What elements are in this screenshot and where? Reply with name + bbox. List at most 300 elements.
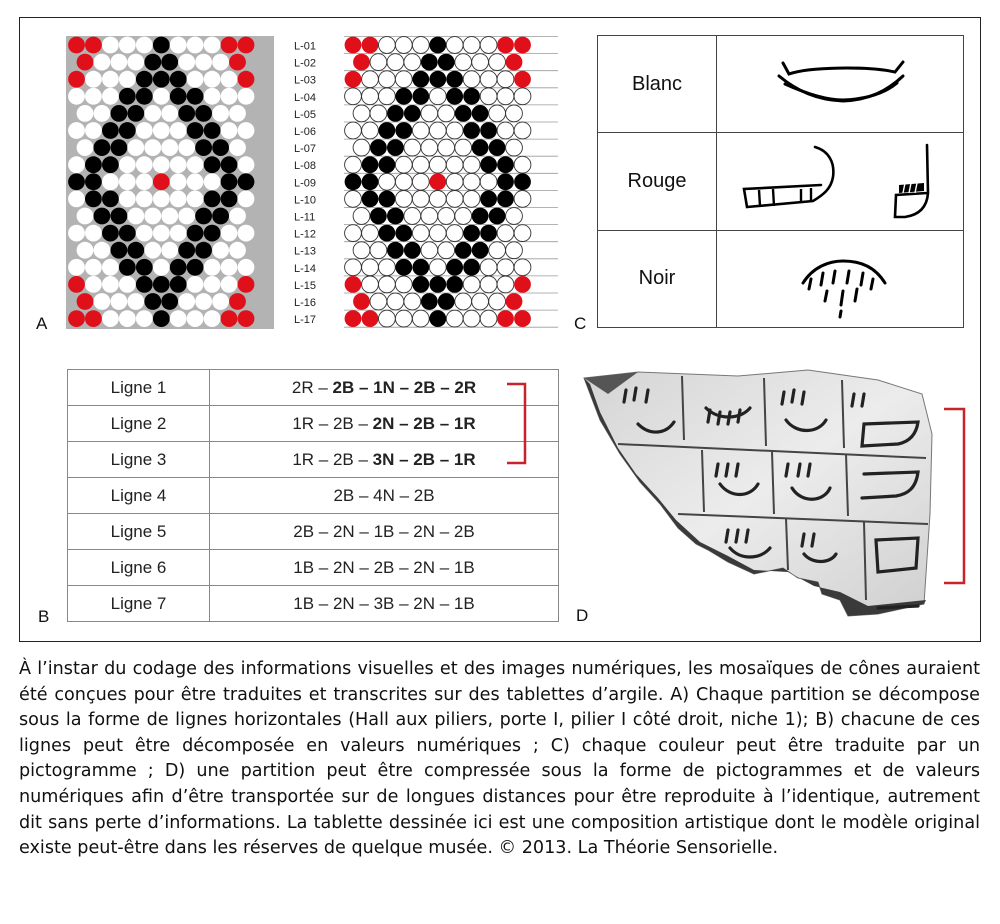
mosaic-cone: [238, 276, 255, 293]
mosaic-cone: [489, 208, 506, 225]
mosaic-cone: [229, 208, 246, 225]
mosaic-cone: [68, 259, 85, 276]
mosaic-cone: [178, 208, 195, 225]
mosaic-cone: [370, 293, 387, 310]
mosaic-cone: [85, 71, 102, 88]
mosaic-cone: [489, 54, 506, 71]
mosaic-cone: [94, 139, 111, 156]
mosaic-cone: [221, 156, 238, 173]
mosaic-cone: [102, 37, 119, 54]
mosaic-cone: [238, 88, 255, 105]
mosaic-cone: [127, 139, 144, 156]
color-name-blanc: Blanc: [598, 36, 717, 133]
mosaic-cone: [144, 293, 161, 310]
mosaic-cone: [204, 88, 221, 105]
mosaic-cone: [379, 310, 396, 327]
mosaic-cone: [370, 54, 387, 71]
mosaic-cone: [77, 54, 94, 71]
mosaic-cone: [187, 310, 204, 327]
mosaic-cone: [446, 225, 463, 242]
mosaic-cone: [136, 71, 153, 88]
mosaic-cone: [119, 310, 136, 327]
mosaic-cone: [238, 310, 255, 327]
row-label: L-16: [294, 297, 317, 309]
mosaic-cone: [379, 156, 396, 173]
mosaic-cone: [77, 139, 94, 156]
mosaic-cone: [506, 105, 523, 122]
mosaic-cone: [429, 191, 446, 208]
mosaic-cone: [362, 276, 379, 293]
pictogram-table: [597, 35, 964, 328]
line-value: 1R – 2B – 3N – 2B – 1R: [210, 442, 559, 478]
mosaic-cone: [387, 293, 404, 310]
mosaic-cone: [85, 88, 102, 105]
mosaic-cone: [353, 105, 370, 122]
mosaic-cone: [102, 71, 119, 88]
mosaic-cone: [345, 225, 362, 242]
mosaic-cone: [370, 242, 387, 259]
table-row: [68, 514, 559, 550]
mosaic-cone: [362, 191, 379, 208]
mosaic-cone: [362, 71, 379, 88]
mosaic-cone: [429, 122, 446, 139]
mosaic-cone: [353, 242, 370, 259]
mosaic-cone: [480, 173, 497, 190]
mosaic-cone: [238, 71, 255, 88]
line-value: 2B – 4N – 2B: [210, 478, 559, 514]
mosaic-cone: [472, 242, 489, 259]
mosaic-cone: [119, 191, 136, 208]
row-label: L-10: [294, 194, 317, 207]
mosaic-cone: [463, 156, 480, 173]
mosaic-cone: [136, 88, 153, 105]
mosaic-cone: [362, 122, 379, 139]
mosaic-cone: [395, 276, 412, 293]
mosaic-cone: [94, 208, 111, 225]
mosaic-cone: [153, 37, 170, 54]
mosaic-cone: [379, 259, 396, 276]
mosaic-cone: [514, 173, 531, 190]
mosaic-cone: [119, 122, 136, 139]
mosaic-cone: [187, 122, 204, 139]
mosaic-cone: [455, 54, 472, 71]
mosaic-cone: [170, 310, 187, 327]
mosaic-cone: [463, 173, 480, 190]
mosaic-cone: [144, 208, 161, 225]
mosaic-cone: [204, 225, 221, 242]
mosaic-cone: [455, 105, 472, 122]
mosaic-cone: [204, 71, 221, 88]
mosaic-cone: [463, 310, 480, 327]
mosaic-cone: [170, 88, 187, 105]
mosaic-cone: [229, 54, 246, 71]
bowl-pictogram-icon: [717, 36, 964, 133]
row-label: L-02: [294, 57, 317, 70]
table-row: [68, 550, 559, 586]
mosaic-cone: [111, 208, 128, 225]
mosaic-cone: [379, 37, 396, 54]
mosaic-cone: [480, 71, 497, 88]
mosaic-cone: [153, 173, 170, 190]
mosaic-cone: [212, 139, 229, 156]
mosaic-cone: [421, 242, 438, 259]
row-label: L-11: [294, 211, 316, 224]
table-row: [68, 478, 559, 514]
mosaic-cone: [221, 88, 238, 105]
mosaic-cone: [497, 88, 514, 105]
mosaic-cone: [395, 225, 412, 242]
clay-tablet-image: [578, 364, 938, 626]
mosaic-cone: [489, 293, 506, 310]
row-label: L-03: [294, 74, 317, 87]
mosaic-cone: [153, 88, 170, 105]
mosaic-cone: [362, 173, 379, 190]
mosaic-cone: [472, 139, 489, 156]
mosaic-cone: [379, 71, 396, 88]
dotted-arc-pictogram-icon: [717, 230, 964, 327]
mosaic-cone: [438, 208, 455, 225]
mosaic-cone: [472, 293, 489, 310]
mosaic-cone: [68, 225, 85, 242]
mosaic-cone: [353, 139, 370, 156]
mosaic-cone: [379, 173, 396, 190]
mosaic-cone: [229, 105, 246, 122]
mosaic-cone: [362, 259, 379, 276]
mosaic-cone: [412, 225, 429, 242]
mosaic-cone: [187, 88, 204, 105]
mosaic-cone: [153, 310, 170, 327]
mosaic-cone: [345, 122, 362, 139]
mosaic-cone: [68, 173, 85, 190]
mosaic-cone: [497, 71, 514, 88]
mosaic-cone: [362, 310, 379, 327]
mosaic-cone: [345, 173, 362, 190]
mosaic-cone: [170, 276, 187, 293]
mosaic-cone: [438, 293, 455, 310]
table-row: [68, 442, 559, 478]
mosaic-cone: [514, 122, 531, 139]
mosaic-cone: [506, 242, 523, 259]
mosaic-cone: [362, 37, 379, 54]
mosaic-cone: [429, 88, 446, 105]
panel-letter-a: A: [36, 314, 48, 333]
line-values-table: [67, 369, 559, 622]
mosaic-cone: [111, 54, 128, 71]
mosaic-cone: [480, 88, 497, 105]
mosaic-cone: [480, 276, 497, 293]
mosaic-cone: [144, 139, 161, 156]
mosaic-cone: [229, 293, 246, 310]
mosaic-cone: [421, 105, 438, 122]
mosaic-cone: [506, 139, 523, 156]
mosaic-cone: [212, 242, 229, 259]
mosaic-cone: [187, 225, 204, 242]
mosaic-cone: [412, 310, 429, 327]
line-label: Ligne 7: [68, 586, 210, 622]
boat-pictogram-icon: [717, 133, 964, 230]
row-label: L-17: [294, 314, 317, 327]
mosaic-cone: [395, 191, 412, 208]
mosaic-cone: [446, 191, 463, 208]
mosaic-cone: [68, 156, 85, 173]
mosaic-cone: [119, 173, 136, 190]
table-row: [68, 370, 559, 406]
mosaic-cone: [136, 191, 153, 208]
mosaic-cone: [102, 259, 119, 276]
mosaic-cone: [514, 156, 531, 173]
mosaic-cone: [119, 88, 136, 105]
mosaic-cone: [153, 191, 170, 208]
mosaic-cone: [463, 276, 480, 293]
mosaic-cone: [353, 54, 370, 71]
mosaic-cone: [345, 310, 362, 327]
mosaic-cone: [514, 310, 531, 327]
mosaic-cone: [94, 242, 111, 259]
mosaic-cone: [212, 208, 229, 225]
mosaic-cone: [463, 191, 480, 208]
mosaic-cone: [497, 276, 514, 293]
mosaic-cone: [229, 139, 246, 156]
mosaic-cone: [446, 259, 463, 276]
mosaic-cone: [161, 242, 178, 259]
mosaic-cone: [514, 88, 531, 105]
mosaic-cone: [489, 242, 506, 259]
mosaic-cone: [153, 225, 170, 242]
bracket-b: [505, 382, 529, 466]
mosaic-cone: [345, 88, 362, 105]
mosaic-cone: [379, 276, 396, 293]
mosaic-cone: [161, 139, 178, 156]
mosaic-cone: [412, 156, 429, 173]
mosaic-cone: [446, 37, 463, 54]
mosaic-cone: [221, 71, 238, 88]
mosaic-cone: [497, 259, 514, 276]
mosaic-cone: [161, 54, 178, 71]
mosaic-cone: [68, 122, 85, 139]
line-label: Ligne 1: [68, 370, 210, 406]
mosaic-cone: [102, 225, 119, 242]
mosaic-cone: [345, 156, 362, 173]
mosaic-cone: [404, 54, 421, 71]
mosaic-cone: [127, 208, 144, 225]
color-name-noir: Noir: [598, 230, 717, 327]
mosaic-cone: [446, 310, 463, 327]
mosaic-cone: [395, 122, 412, 139]
mosaic-cone: [497, 173, 514, 190]
mosaic-cone: [136, 276, 153, 293]
line-label: Ligne 3: [68, 442, 210, 478]
mosaic-cone: [497, 225, 514, 242]
mosaic-cone: [221, 259, 238, 276]
mosaic-cone: [153, 122, 170, 139]
mosaic-cone: [85, 225, 102, 242]
mosaic-cone: [221, 191, 238, 208]
mosaic-cone: [187, 259, 204, 276]
mosaic-cone: [178, 242, 195, 259]
mosaic-cone: [94, 54, 111, 71]
mosaic-cone: [178, 139, 195, 156]
mosaic-cone: [395, 88, 412, 105]
mosaic-cone: [429, 37, 446, 54]
mosaic-cone: [187, 191, 204, 208]
mosaic-cone: [497, 37, 514, 54]
mosaic-cone: [170, 191, 187, 208]
mosaic-cone: [362, 88, 379, 105]
mosaic-cone: [514, 259, 531, 276]
mosaic-cone: [379, 88, 396, 105]
mosaic-cone: [212, 293, 229, 310]
line-label: Ligne 4: [68, 478, 210, 514]
mosaic-cone: [221, 37, 238, 54]
mosaic-cone: [463, 225, 480, 242]
mosaic-cone: [472, 208, 489, 225]
mosaic-cone: [144, 105, 161, 122]
mosaic-cone: [480, 37, 497, 54]
mosaic-cone: [85, 173, 102, 190]
panel-letter-c: C: [574, 314, 587, 333]
mosaic-cone: [446, 276, 463, 293]
mosaic-cone: [170, 122, 187, 139]
mosaic-cone: [238, 259, 255, 276]
mosaic-cone: [429, 276, 446, 293]
mosaic-cone: [446, 173, 463, 190]
mosaic-cone: [463, 37, 480, 54]
mosaic-cone: [463, 71, 480, 88]
mosaic-cone: [204, 276, 221, 293]
mosaic-cone: [229, 242, 246, 259]
mosaic-cone: [238, 37, 255, 54]
mosaic-cone: [395, 156, 412, 173]
mosaic-cone: [421, 54, 438, 71]
mosaic-cone: [463, 259, 480, 276]
mosaic-cone: [102, 88, 119, 105]
mosaic-cone: [472, 54, 489, 71]
mosaic-cone: [514, 37, 531, 54]
mosaic-cone: [497, 310, 514, 327]
mosaic-cone: [102, 173, 119, 190]
mosaic-cone: [395, 310, 412, 327]
row-label: L-04: [294, 91, 317, 104]
mosaic-cone: [68, 71, 85, 88]
row-label: L-09: [294, 177, 317, 190]
mosaic-cone: [480, 191, 497, 208]
bracket-d: [940, 407, 970, 585]
mosaic-cone: [170, 259, 187, 276]
mosaic-cone: [153, 156, 170, 173]
mosaic-cone: [187, 156, 204, 173]
mosaic-cone: [387, 54, 404, 71]
mosaic-cone: [195, 105, 212, 122]
mosaic-cone: [68, 88, 85, 105]
mosaic-cone: [153, 276, 170, 293]
row-label: L-15: [294, 279, 317, 292]
mosaic-cone: [68, 276, 85, 293]
mosaic-cone: [446, 71, 463, 88]
mosaic-cone: [446, 122, 463, 139]
mosaic-cone: [514, 191, 531, 208]
mosaic-cone: [395, 173, 412, 190]
mosaic-cone: [77, 242, 94, 259]
mosaic-cone: [119, 156, 136, 173]
mosaic-cone: [119, 225, 136, 242]
mosaic-cone: [429, 71, 446, 88]
mosaic-cone: [421, 293, 438, 310]
mosaic-cone: [170, 225, 187, 242]
mosaic-cone: [178, 293, 195, 310]
mosaic-cone: [455, 139, 472, 156]
mosaic-cone: [395, 259, 412, 276]
mosaic-cone: [395, 71, 412, 88]
mosaic-cone: [144, 54, 161, 71]
mosaic-cone: [438, 139, 455, 156]
row-label: L-07: [294, 143, 317, 156]
row-label: L-08: [294, 160, 317, 173]
mosaic-cone: [480, 122, 497, 139]
mosaic-cone: [472, 105, 489, 122]
mosaic-cone: [119, 276, 136, 293]
mosaic-cone: [94, 293, 111, 310]
mosaic-cone: [204, 259, 221, 276]
mosaic-cone: [497, 156, 514, 173]
mosaic-cone: [387, 139, 404, 156]
table-row: [68, 406, 559, 442]
mosaic-cone: [455, 242, 472, 259]
mosaic-cone: [238, 191, 255, 208]
mosaic-cone: [68, 191, 85, 208]
color-name-rouge: Rouge: [598, 133, 717, 230]
row-label: L-01: [294, 40, 317, 53]
mosaic-cone: [85, 156, 102, 173]
mosaic-cone: [429, 310, 446, 327]
mosaic-cone: [489, 139, 506, 156]
mosaic-cone: [345, 191, 362, 208]
row-label: L-12: [294, 228, 317, 241]
mosaic-cone: [127, 105, 144, 122]
mosaic-cone: [178, 105, 195, 122]
row-label: L-13: [294, 245, 317, 258]
mosaic-cone: [238, 225, 255, 242]
mosaic-cone: [204, 310, 221, 327]
mosaic-cone: [404, 208, 421, 225]
table-row: [68, 586, 559, 622]
mosaic-cone: [480, 259, 497, 276]
mosaic-cone: [379, 225, 396, 242]
mosaic-cone: [119, 71, 136, 88]
line-value: 1B – 2N – 3B – 2N – 1B: [210, 586, 559, 622]
mosaic-cone: [170, 173, 187, 190]
mosaic-cone: [68, 37, 85, 54]
mosaic-cone: [353, 208, 370, 225]
line-label: Ligne 2: [68, 406, 210, 442]
mosaic-cone: [345, 276, 362, 293]
mosaic-cone: [127, 242, 144, 259]
mosaic-cone: [85, 276, 102, 293]
mosaic-cone: [506, 293, 523, 310]
mosaic-cone: [161, 208, 178, 225]
mosaic-cone: [102, 191, 119, 208]
mosaic-cone: [412, 259, 429, 276]
mosaic-cone: [370, 208, 387, 225]
mosaic-cone: [379, 122, 396, 139]
mosaic-cone: [161, 105, 178, 122]
mosaic-cone: [370, 105, 387, 122]
mosaic-cone: [119, 37, 136, 54]
mosaic-cone: [221, 310, 238, 327]
mosaic-cone: [136, 37, 153, 54]
mosaic-cone: [170, 71, 187, 88]
mosaic-cone: [412, 191, 429, 208]
mosaic-cone: [455, 208, 472, 225]
